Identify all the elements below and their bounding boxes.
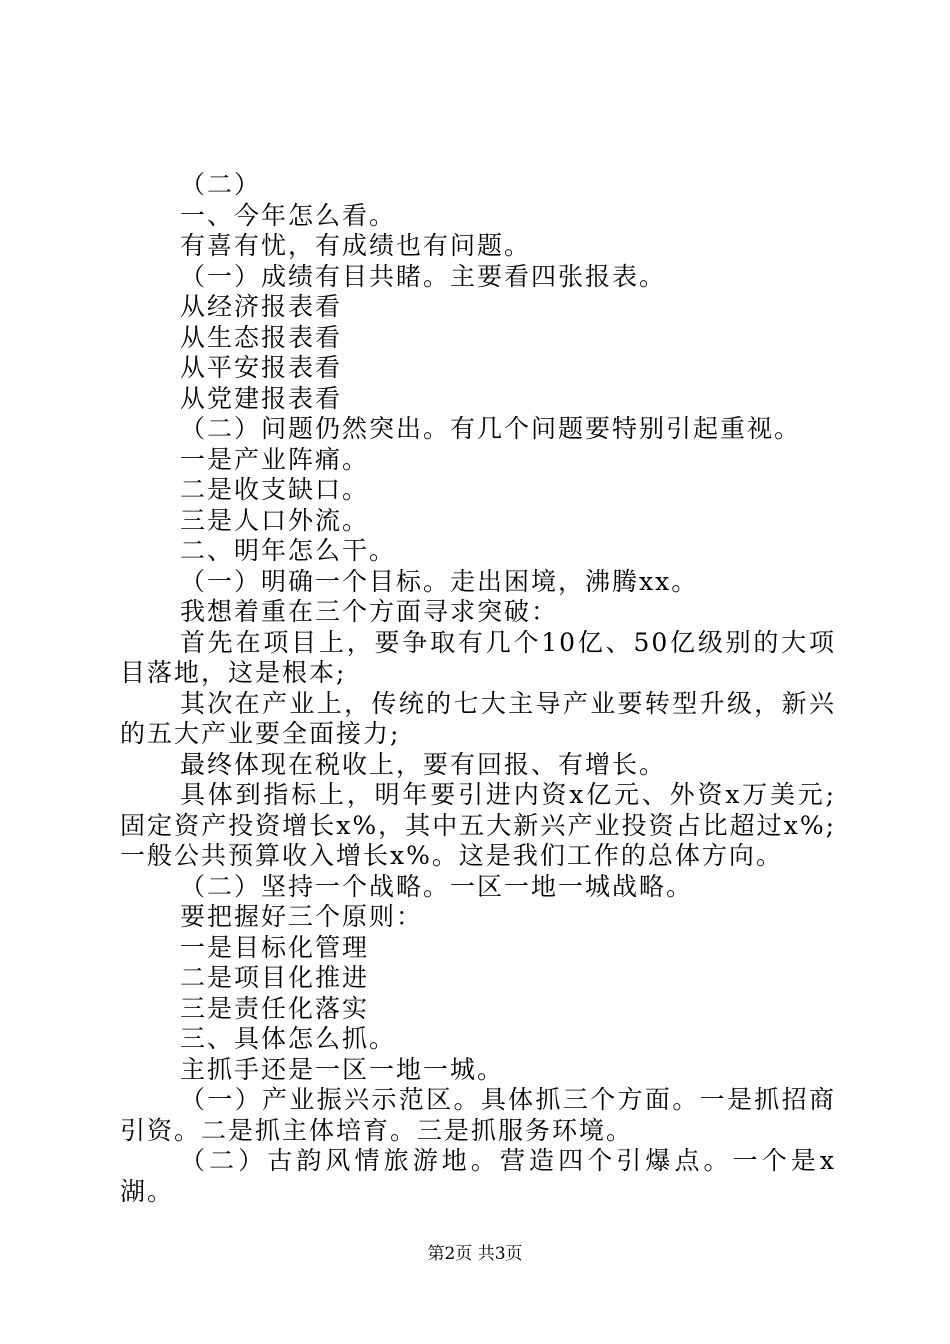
page-footer: 第2页 共3页	[427, 1244, 523, 1264]
subsection-heading: （二）问题仍然突出。有几个问题要特别引起重视。	[180, 414, 802, 443]
section-heading: 三、具体怎么抓。	[180, 1024, 397, 1053]
subsection-heading: （一）明确一个目标。走出困境，沸腾xx。	[180, 566, 699, 596]
paragraph: 最终体现在税收上，要有回报、有增长。	[180, 749, 667, 779]
document-body	[120, 170, 836, 1207]
list-item: 二是收支缺口。	[180, 475, 370, 504]
paragraph: 要把握好三个原则：	[180, 902, 424, 931]
list-item: 三是人口外流。	[180, 505, 370, 535]
paragraph: 有喜有忧，有成绩也有问题。	[180, 231, 532, 260]
paragraph: （二）	[180, 170, 262, 199]
list-item: 一是产业阵痛。	[180, 444, 370, 474]
paragraph: 首先在项目上，要争取有几个10亿、50亿级别的大项目落地，这是根本;	[120, 627, 836, 687]
paragraph: 其次在产业上，传统的七大主导产业要转型升级，新兴的五大产业要全面接力;	[120, 688, 836, 748]
paragraph: 我想着重在三个方面寻求突破：	[180, 597, 559, 626]
list-item: 从平安报表看	[180, 353, 343, 382]
list-item: 从经济报表看	[180, 292, 343, 321]
section-heading: 一、今年怎么看。	[180, 200, 397, 230]
list-item: 从生态报表看	[180, 322, 343, 352]
list-item: 一是目标化管理	[180, 932, 370, 962]
subsection-heading: （二）古韵风情旅游地。营造四个引爆点。一个是x湖。	[120, 1146, 836, 1206]
subsection-heading: （一）产业振兴示范区。具体抓三个方面。一是抓招商引资。二是抓主体培育。三是抓服务环境。	[120, 1085, 836, 1145]
list-item: 二是项目化推进	[180, 963, 370, 992]
subsection-heading: （一）成绩有目共睹。主要看四张报表。	[180, 261, 667, 291]
paragraph: 主抓手还是一区一地一城。	[180, 1054, 505, 1084]
list-item: 从党建报表看	[180, 383, 343, 413]
list-item: 三是责任化落实	[180, 993, 370, 1023]
subsection-heading: （二）坚持一个战略。一区一地一城战略。	[180, 871, 694, 901]
section-heading: 二、明年怎么干。	[180, 536, 397, 565]
paragraph: 具体到指标上，明年要引进内资x亿元、外资x万美元;固定资产投资增长x%，其中五大新兴产业投资占比超过x%;一般公共预算收入增长x%。这是我们工作的总体方向。	[120, 780, 836, 870]
